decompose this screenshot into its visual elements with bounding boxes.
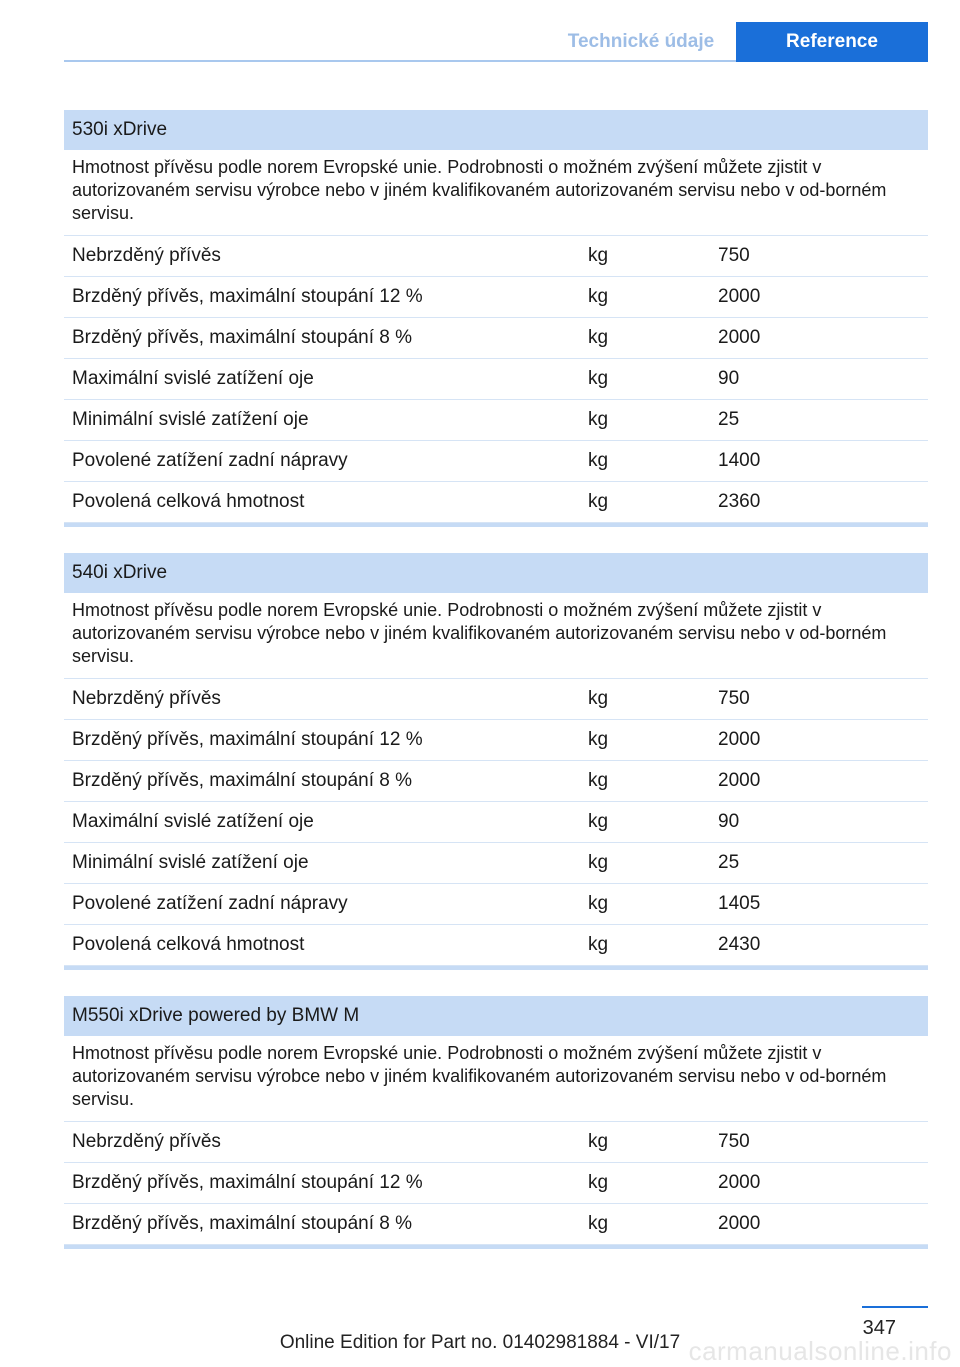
row-value: 25 <box>718 852 740 873</box>
row-value: 750 <box>718 688 750 709</box>
table-row <box>64 318 928 359</box>
row-label: Maximální svislé zatížení oje <box>72 811 314 832</box>
row-unit: kg <box>588 770 609 791</box>
row-value: 2360 <box>718 491 761 512</box>
row-unit: kg <box>588 1131 609 1152</box>
header-tab-section[interactable]: Reference <box>736 22 928 62</box>
row-value: 2000 <box>718 1172 761 1193</box>
row-unit: kg <box>588 327 609 348</box>
row-unit: kg <box>588 1172 609 1193</box>
table-row <box>64 843 928 884</box>
table-bottom-rule <box>64 523 928 527</box>
row-unit: kg <box>588 729 609 750</box>
row-unit: kg <box>588 852 609 873</box>
table-row <box>64 482 928 523</box>
row-value: 90 <box>718 368 740 389</box>
row-unit: kg <box>588 245 609 266</box>
table-row <box>64 679 928 720</box>
table-row <box>64 720 928 761</box>
row-label: Brzděný přívěs, maximální stoupání 8 % <box>72 327 413 348</box>
row-unit: kg <box>588 368 609 389</box>
row-value: 2000 <box>718 286 761 307</box>
row-label: Povolené zatížení zadní nápravy <box>72 893 348 914</box>
table-row <box>64 925 928 966</box>
table-description: Hmotnost přívěsu podle norem Evropské unie. Podrobnosti o možném zvýšení můžete zjistit v autorizovaném servisu výrobce nebo v jiném kvalifikovaném autorizovaném servisu nebo v od-borném servisu. <box>64 593 928 679</box>
row-value: 1405 <box>718 893 761 914</box>
row-unit: kg <box>588 688 609 709</box>
table-row <box>64 277 928 318</box>
row-unit: kg <box>588 893 609 914</box>
row-label: Brzděný přívěs, maximální stoupání 8 % <box>72 770 413 791</box>
table-bottom-rule <box>64 966 928 970</box>
table-row <box>64 1122 928 1163</box>
page-number: 347 <box>862 1317 896 1339</box>
row-value: 1400 <box>718 450 761 471</box>
row-unit: kg <box>588 934 609 955</box>
row-label: Povolené zatížení zadní nápravy <box>72 450 348 471</box>
row-value: 25 <box>718 409 740 430</box>
header-tab-chapter[interactable]: Technické údaje <box>567 31 715 52</box>
table-title: 540i xDrive <box>64 553 928 593</box>
table-row <box>64 884 928 925</box>
spec-table-530i <box>64 110 928 527</box>
row-value: 2000 <box>718 770 761 791</box>
row-value: 2000 <box>718 1213 761 1234</box>
spec-table-540i <box>64 553 928 970</box>
row-value: 2000 <box>718 327 761 348</box>
table-row <box>64 400 928 441</box>
table-title: M550i xDrive powered by BMW M <box>64 996 928 1036</box>
row-value: 750 <box>718 245 750 266</box>
table-row <box>64 236 928 277</box>
table-row <box>64 761 928 802</box>
table-bottom-rule <box>64 1245 928 1249</box>
table-description: Hmotnost přívěsu podle norem Evropské unie. Podrobnosti o možném zvýšení můžete zjistit v autorizovaném servisu výrobce nebo v jiném kvalifikovaném autorizovaném servisu nebo v od-borném servisu. <box>64 150 928 236</box>
row-unit: kg <box>588 286 609 307</box>
table-row <box>64 1163 928 1204</box>
row-label: Nebrzděný přívěs <box>72 1131 221 1152</box>
row-label: Minimální svislé zatížení oje <box>72 852 309 873</box>
row-unit: kg <box>588 1213 609 1234</box>
row-unit: kg <box>588 450 609 471</box>
row-value: 750 <box>718 1131 750 1152</box>
edition-footer: Online Edition for Part no. 01402981884 - VI/17 <box>279 1332 681 1353</box>
row-label: Brzděný přívěs, maximální stoupání 8 % <box>72 1213 413 1234</box>
row-label: Brzděný přívěs, maximální stoupání 12 % <box>72 286 423 307</box>
page-number-rule <box>862 1306 928 1308</box>
row-value: 2000 <box>718 729 761 750</box>
row-label: Minimální svislé zatížení oje <box>72 409 309 430</box>
row-label: Povolená celková hmotnost <box>72 934 305 955</box>
row-label: Nebrzděný přívěs <box>72 688 221 709</box>
watermark: carmanualsonline.info <box>688 1336 952 1366</box>
row-unit: kg <box>588 409 609 430</box>
table-row <box>64 1204 928 1245</box>
row-label: Brzděný přívěs, maximální stoupání 12 % <box>72 1172 423 1193</box>
row-unit: kg <box>588 811 609 832</box>
row-value: 90 <box>718 811 740 832</box>
row-label: Nebrzděný přívěs <box>72 245 221 266</box>
table-row <box>64 441 928 482</box>
row-value: 2430 <box>718 934 761 955</box>
spec-table-m550i <box>64 996 928 1249</box>
table-title: 530i xDrive <box>64 110 928 150</box>
row-label: Maximální svislé zatížení oje <box>72 368 314 389</box>
row-label: Povolená celková hmotnost <box>72 491 305 512</box>
row-unit: kg <box>588 491 609 512</box>
row-label: Brzděný přívěs, maximální stoupání 12 % <box>72 729 423 750</box>
table-description: Hmotnost přívěsu podle norem Evropské unie. Podrobnosti o možném zvýšení můžete zjistit v autorizovaném servisu výrobce nebo v jiném kvalifikovaném autorizovaném servisu nebo v od-borném servisu. <box>64 1036 928 1122</box>
table-row <box>64 359 928 400</box>
table-row <box>64 802 928 843</box>
